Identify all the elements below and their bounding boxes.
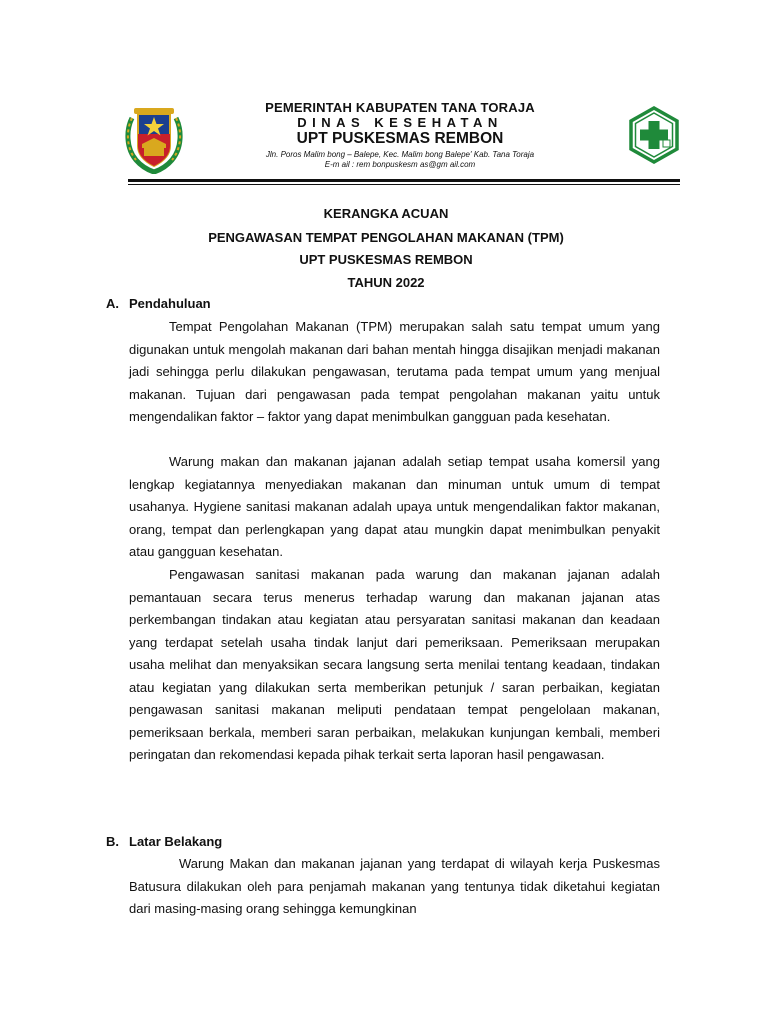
section-title: Pendahuluan	[129, 296, 211, 311]
puskesmas-cross-logo	[627, 106, 681, 164]
letterhead-email: E-m ail : rem bonpuskesm as@gm ail.com	[324, 160, 476, 169]
document-title-line3: UPT PUSKESMAS REMBON	[299, 252, 473, 267]
paragraph-pendahuluan-2: Warung makan dan makanan jajanan adalah setiap tempat usaha komersil yang lengkap kegiatannya menyediakan makanan dan minuman untuk umum di tempat usahanya. Hygiene sanitasi makanan adalah upaya untuk mengendalikan faktor makanan, orang, tempat dan perlengkapan yang dapat atau mungkin dapat menimbulkan penyakit atau gangguan kesehatan.	[129, 454, 660, 559]
paragraph-pendahuluan-3: Pengawasan sanitasi makanan pada warung dan makanan jajanan adalah pemantauan secara terus menerus terhadap warung dan makanan jajanan atas perkembangan tindakan atau kegiatan atau persyaratan sanitasi makanan dan keadaan yang terdapat setelah usaha tindak lanjut dari pemeriksaan. Pemeriksaan merupakan usaha melihat dan menyaksikan secara langsung serta menilai tentang keadaan, tindakan atau kegiatan yang dilakukan serta memberikan petunjuk / saran perbaikan, kegiatan pengawasan sanitasi makanan meliputi pendataan tempat pengelolaan makanan, pemeriksaan berkala, memberi saran perbaikan, melakukan kunjungan kembali, memberi peringatan dan rekomendasi kepada pihak terkait serta laporan hasil pengawasan.	[129, 567, 660, 762]
section-number: B.	[106, 834, 119, 849]
letterhead-rule-thin	[128, 184, 680, 185]
letterhead-department: DINAS KESEHATAN	[297, 115, 503, 130]
paragraph-pendahuluan-1: Tempat Pengolahan Makanan (TPM) merupakan salah satu tempat umum yang digunakan untuk mengolah makanan dari bahan mentah hingga disajikan menjadi makanan jadi sehingga perlu dilakukan pengawasan, terutama pada tempat umum yang menjual makanan. Tujuan dari pengawasan pada tempat pengolahan makanan yaitu untuk mengendalikan faktor – faktor yang dapat menimbulkan gangguan pada kesehatan.	[129, 319, 660, 424]
letterhead-rule-thick	[128, 179, 680, 182]
section-heading-latar-belakang	[106, 834, 222, 849]
letterhead-unit: UPT PUSKESMAS REMBON	[296, 130, 504, 147]
regency-coat-of-arms-logo	[122, 104, 186, 174]
paragraph-latar-belakang-1: Warung Makan dan makanan jajanan yang terdapat di wilayah kerja Puskesmas Batusura dilakukan oleh para penjamah makanan yang tentunya tidak diketahui kegiatan dari masing-masing orang sehingga kemungkinan	[129, 856, 660, 916]
letterhead-government: PEMERINTAH KABUPATEN TANA TORAJA	[265, 100, 535, 115]
document-title-line4: TAHUN 2022	[347, 275, 425, 290]
document-title-line2: PENGAWASAN TEMPAT PENGOLAHAN MAKANAN (TPM)	[208, 230, 564, 245]
section-number: A.	[106, 296, 119, 311]
document-title-line1: KERANGKA ACUAN	[323, 206, 449, 221]
section-title: Latar Belakang	[129, 834, 223, 849]
section-heading-pendahuluan	[106, 296, 211, 311]
letterhead-address: Jln. Poros Malim bong – Balepe, Kec. Malim bong Balepe' Kab. Tana Toraja	[265, 150, 535, 159]
